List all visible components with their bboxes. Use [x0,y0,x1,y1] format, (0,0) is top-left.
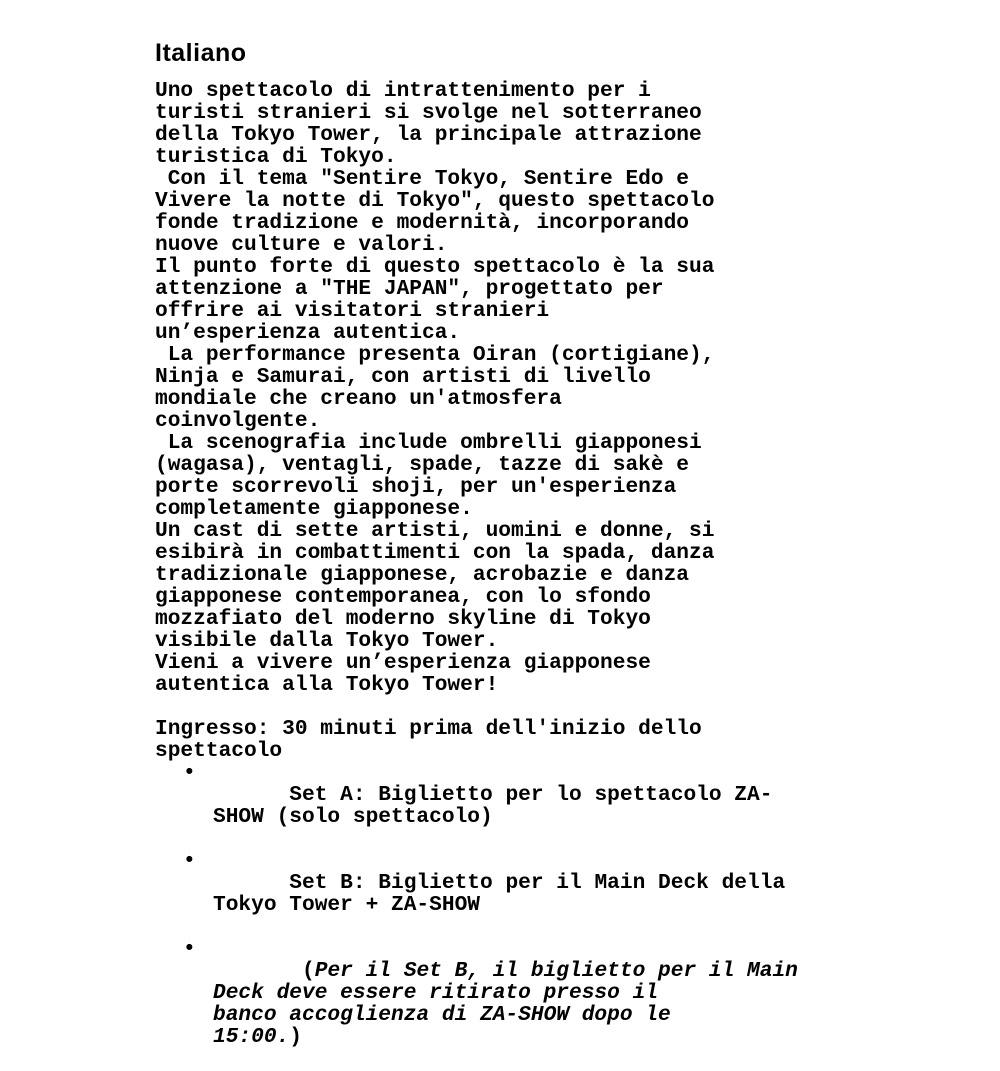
paragraph-invitation: Vieni a vivere un’esperienza giapponese autentica alla Tokyo Tower! [155,651,651,697]
entry-info: Ingresso: 30 minuti prima dell'inizio dello spettacolo [155,717,702,763]
list-item-set-a [155,762,855,850]
spacer [155,696,855,718]
paragraph-scenography: La scenografia include ombrelli giapponesi (wagasa), ventagli, spade, tazze di sakè e porte scorrevoli shoji, per un'esperienza completamente giapponese. [155,431,702,521]
note-open-paren: ( [289,959,315,983]
bullet-icon: • [183,849,196,873]
paragraph-cast: Un cast di sette artisti, uomini e donne, si esibirà in combattimenti con la spada, danza tradizionale giapponese, acrobazie e danza giapponese contemporanea, con lo sfondo mozzafiato del moderno skyline di Tokyo visibile dalla Tokyo Tower. [155,519,715,653]
bullet-icon: • [183,937,196,961]
set-b-note: Per il Set B, il biglietto per il Main Deck deve essere ritirato presso il banco accoglienza di ZA-SHOW dopo le 15:00. [213,959,798,1049]
ticket-sets-list [155,762,855,1070]
document [155,36,855,1070]
set-b-text: Set B: Biglietto per il Main Deck della Tokyo Tower + ZA-SHOW [213,871,786,917]
set-a-text: Set A: Biglietto per lo spettacolo ZA- SHOW (solo spettacolo) [213,783,773,829]
list-item-note [155,938,855,1070]
note-close-paren: ) [289,1025,303,1049]
paragraph-intro: Uno spettacolo di intrattenimento per i turisti stranieri si svolge nel sotterraneo della Tokyo Tower, la principale attrazione turistica di Tokyo. [155,79,702,169]
paragraph-theme: Con il tema "Sentire Tokyo, Sentire Edo e Vivere la notte di Tokyo", questo spettacolo fonde tradizione e modernità, incorporando nuove culture e valori. [155,167,715,257]
list-item-set-b [155,850,855,938]
paragraph-performers: La performance presenta Oiran (cortigiane), Ninja e Samurai, con artisti di livello mondiale che creano un'atmosfera coinvolgente. [155,343,715,433]
language-heading: Italiano [155,39,247,67]
paragraph-highlight: Il punto forte di questo spettacolo è la sua attenzione a "THE JAPAN", progettato per offrire ai visitatori stranieri un’esperienza autentica. [155,255,715,345]
bullet-icon: • [183,761,196,785]
